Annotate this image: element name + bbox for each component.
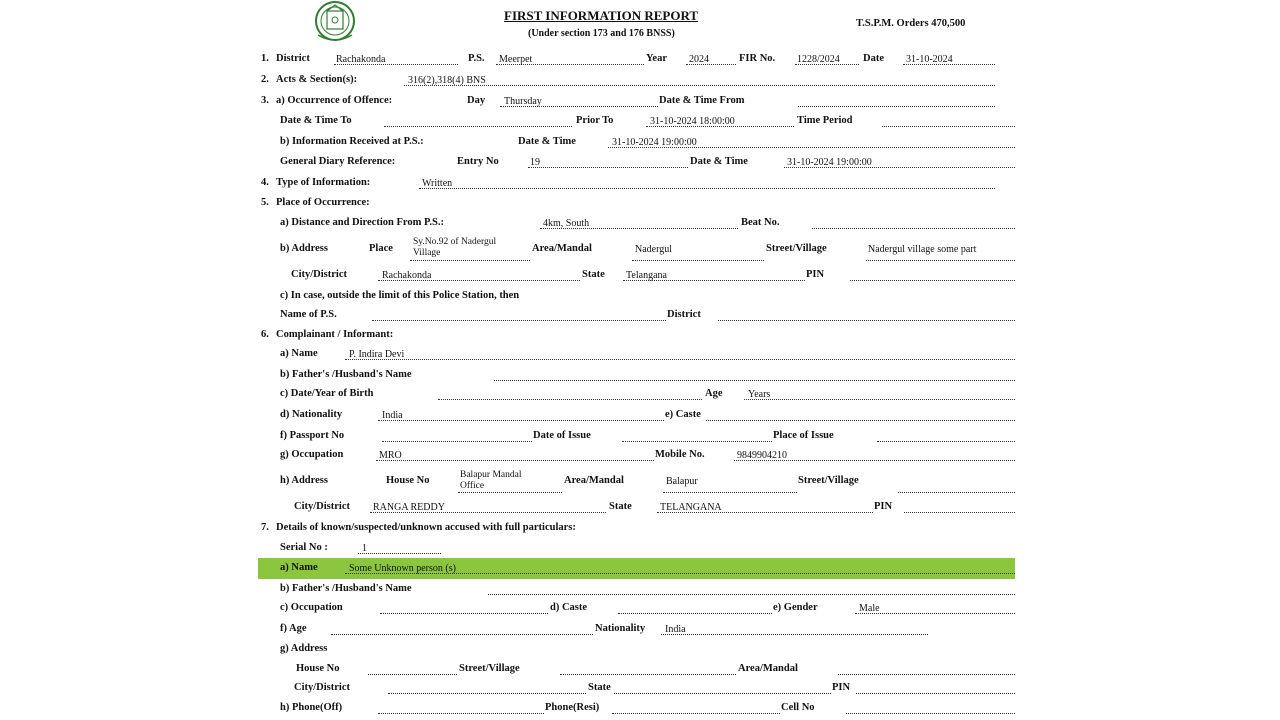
ps-value: Meerpet xyxy=(499,54,533,65)
complainant-age-label: Age xyxy=(705,388,723,399)
year-value: 2024 xyxy=(689,54,709,65)
gd-date-time-label: Date & Time xyxy=(690,156,748,167)
place-value-line-1: Sy.No.92 of Nadergul xyxy=(413,237,497,247)
street-village-label: Street/Village xyxy=(766,243,827,254)
occurrence-label: a) Occurrence of Offence: xyxy=(276,95,393,106)
complainant-pin-label: PIN xyxy=(874,501,893,512)
date-time-to-label: Date & Time To xyxy=(280,115,352,126)
section-5-number: 5. xyxy=(261,197,269,208)
phone-resi-label: Phone(Resi) xyxy=(545,702,600,713)
mobile-no-label: Mobile No. xyxy=(655,449,705,460)
day-value: Thursday xyxy=(504,96,542,107)
accused-name-value: Some Unknown person (s) xyxy=(349,563,456,574)
accused-caste-label: d) Caste xyxy=(550,602,588,613)
entry-no-label: Entry No xyxy=(457,156,499,167)
place-value xyxy=(413,237,496,259)
acts-value: 316(2),318(4) BNS xyxy=(408,75,486,86)
accused-house-no-label: House No xyxy=(296,663,340,674)
complainant-street-label: Street/Village xyxy=(798,475,859,486)
accused-nationality-label: Nationality xyxy=(595,623,646,634)
state-label: State xyxy=(582,269,605,280)
complainant-state-label: State xyxy=(609,501,632,512)
gd-date-time-value: 31-10-2024 19:00:00 xyxy=(787,157,872,168)
serial-no-value: 1 xyxy=(362,543,367,554)
fir-label: FIR No. xyxy=(739,53,776,64)
date-value: 31-10-2024 xyxy=(906,54,953,65)
distance-label: a) Distance and Direction From P.S.: xyxy=(280,217,445,228)
district-value: Rachakonda xyxy=(336,54,386,65)
accused-father-label: b) Father's /Husband's Name xyxy=(280,583,412,594)
report-subtitle: (Under section 173 and 176 BNSS) xyxy=(528,28,675,39)
mobile-no-value: 9849904210 xyxy=(737,450,787,461)
info-type-value: Written xyxy=(422,178,453,189)
outside-limit-label: c) In case, outside the limit of this Police Station, then xyxy=(280,290,520,301)
accused-street-label: Street/Village xyxy=(459,663,520,674)
house-no-line-1: Balapur Mandal xyxy=(460,470,522,480)
accused-city-label: City/District xyxy=(294,682,350,693)
place-label: Place xyxy=(369,243,393,254)
prior-to-label: Prior To xyxy=(576,115,614,126)
complainant-area-label: Area/Mandal xyxy=(564,475,624,486)
complainant-age-value: Years xyxy=(748,389,771,400)
date-of-issue-label: Date of Issue xyxy=(533,430,591,441)
place-value-line-2: Village xyxy=(413,248,441,258)
passport-no-label: f) Passport No xyxy=(280,430,345,441)
complainant-area-value: Balapur xyxy=(666,476,698,487)
distance-value: 4km, South xyxy=(543,218,590,229)
accused-name-label: a) Name xyxy=(280,562,318,573)
complainant-house-no-label: House No xyxy=(386,475,430,486)
complainant-name-value: P. Indira Devi xyxy=(349,349,405,360)
accused-details-label: Details of known/suspected/unknown accused with full particulars: xyxy=(276,522,576,533)
accused-nationality-value: India xyxy=(665,624,686,635)
date-label: Date xyxy=(863,53,884,64)
accused-occupation-label: c) Occupation xyxy=(280,602,343,613)
section-1-number: 1. xyxy=(261,53,269,64)
house-no-line-2: Office xyxy=(460,481,485,491)
serial-no-label: Serial No : xyxy=(280,542,328,553)
year-label: Year xyxy=(646,53,667,64)
complainant-occupation-label: g) Occupation xyxy=(280,449,344,460)
entry-no-value: 19 xyxy=(530,157,540,168)
orders-reference: T.S.P.M. Orders 470,500 xyxy=(856,18,966,29)
time-period-label: Time Period xyxy=(797,115,853,126)
complainant-state-value: TELANGANA xyxy=(660,502,722,513)
prior-to-value: 31-10-2024 18:00:00 xyxy=(650,116,735,127)
complainant-caste-label: e) Caste xyxy=(665,409,701,420)
place-of-issue-label: Place of Issue xyxy=(773,430,834,441)
complainant-occupation-value: MRO xyxy=(379,450,402,461)
state-emblem-icon xyxy=(306,1,364,43)
district-label: District xyxy=(276,53,310,64)
complainant-nationality-label: d) Nationality xyxy=(280,409,343,420)
complainant-label: Complainant / Informant: xyxy=(276,329,394,340)
complainant-city-label: City/District xyxy=(294,501,350,512)
section-4-number: 4. xyxy=(261,177,269,188)
cell-no-label: Cell No xyxy=(781,702,815,713)
gd-reference-label: General Diary Reference: xyxy=(280,156,396,167)
complainant-name-label: a) Name xyxy=(280,348,318,359)
area-mandal-label: Area/Mandal xyxy=(532,243,592,254)
info-received-label: b) Information Received at P.S.: xyxy=(280,136,424,147)
info-date-time-value: 31-10-2024 19:00:00 xyxy=(612,137,697,148)
section-6-number: 6. xyxy=(261,329,269,340)
city-district-label: City/District xyxy=(291,269,347,280)
complainant-address-label: h) Address xyxy=(280,475,328,486)
accused-pin-label: PIN xyxy=(832,682,851,693)
ps-label: P.S. xyxy=(468,53,485,64)
beat-no-label: Beat No. xyxy=(741,217,780,228)
accused-age-label: f) Age xyxy=(280,623,307,634)
complainant-father-label: b) Father's /Husband's Name xyxy=(280,369,412,380)
complainant-dob-label: c) Date/Year of Birth xyxy=(280,388,374,399)
complainant-house-no-value xyxy=(460,470,521,492)
phone-off-label: h) Phone(Off) xyxy=(280,702,343,713)
info-type-label: Type of Information: xyxy=(276,177,371,188)
accused-state-label: State xyxy=(588,682,611,693)
place-of-occurrence-label: Place of Occurrence: xyxy=(276,197,370,208)
accused-address-label: g) Address xyxy=(280,643,328,654)
complainant-nationality-value: India xyxy=(382,410,403,421)
state-value: Telangana xyxy=(626,270,667,281)
city-district-value: Rachakonda xyxy=(382,270,432,281)
section-7-number: 7. xyxy=(261,522,269,533)
day-label: Day xyxy=(467,95,486,106)
date-time-from-label: Date & Time From xyxy=(659,95,745,106)
section-2-number: 2. xyxy=(261,74,269,85)
area-mandal-value: Nadergul xyxy=(635,244,673,255)
acts-label: Acts & Section(s): xyxy=(276,74,358,85)
street-village-value: Nadergul village some part xyxy=(868,244,977,255)
pin-label: PIN xyxy=(806,269,825,280)
info-date-time-label: Date & Time xyxy=(518,136,576,147)
report-title: FIRST INFORMATION REPORT xyxy=(504,8,699,23)
accused-gender-value: Male xyxy=(859,603,880,614)
name-of-ps-label: Name of P.S. xyxy=(280,309,337,320)
accused-area-label: Area/Mandal xyxy=(738,663,798,674)
address-label: b) Address xyxy=(280,243,328,254)
outside-district-label: District xyxy=(667,309,701,320)
fir-value: 1228/2024 xyxy=(797,54,840,65)
complainant-city-value: RANGA REDDY xyxy=(373,502,445,513)
section-3-number: 3. xyxy=(261,95,269,106)
accused-gender-label: e) Gender xyxy=(773,602,818,613)
